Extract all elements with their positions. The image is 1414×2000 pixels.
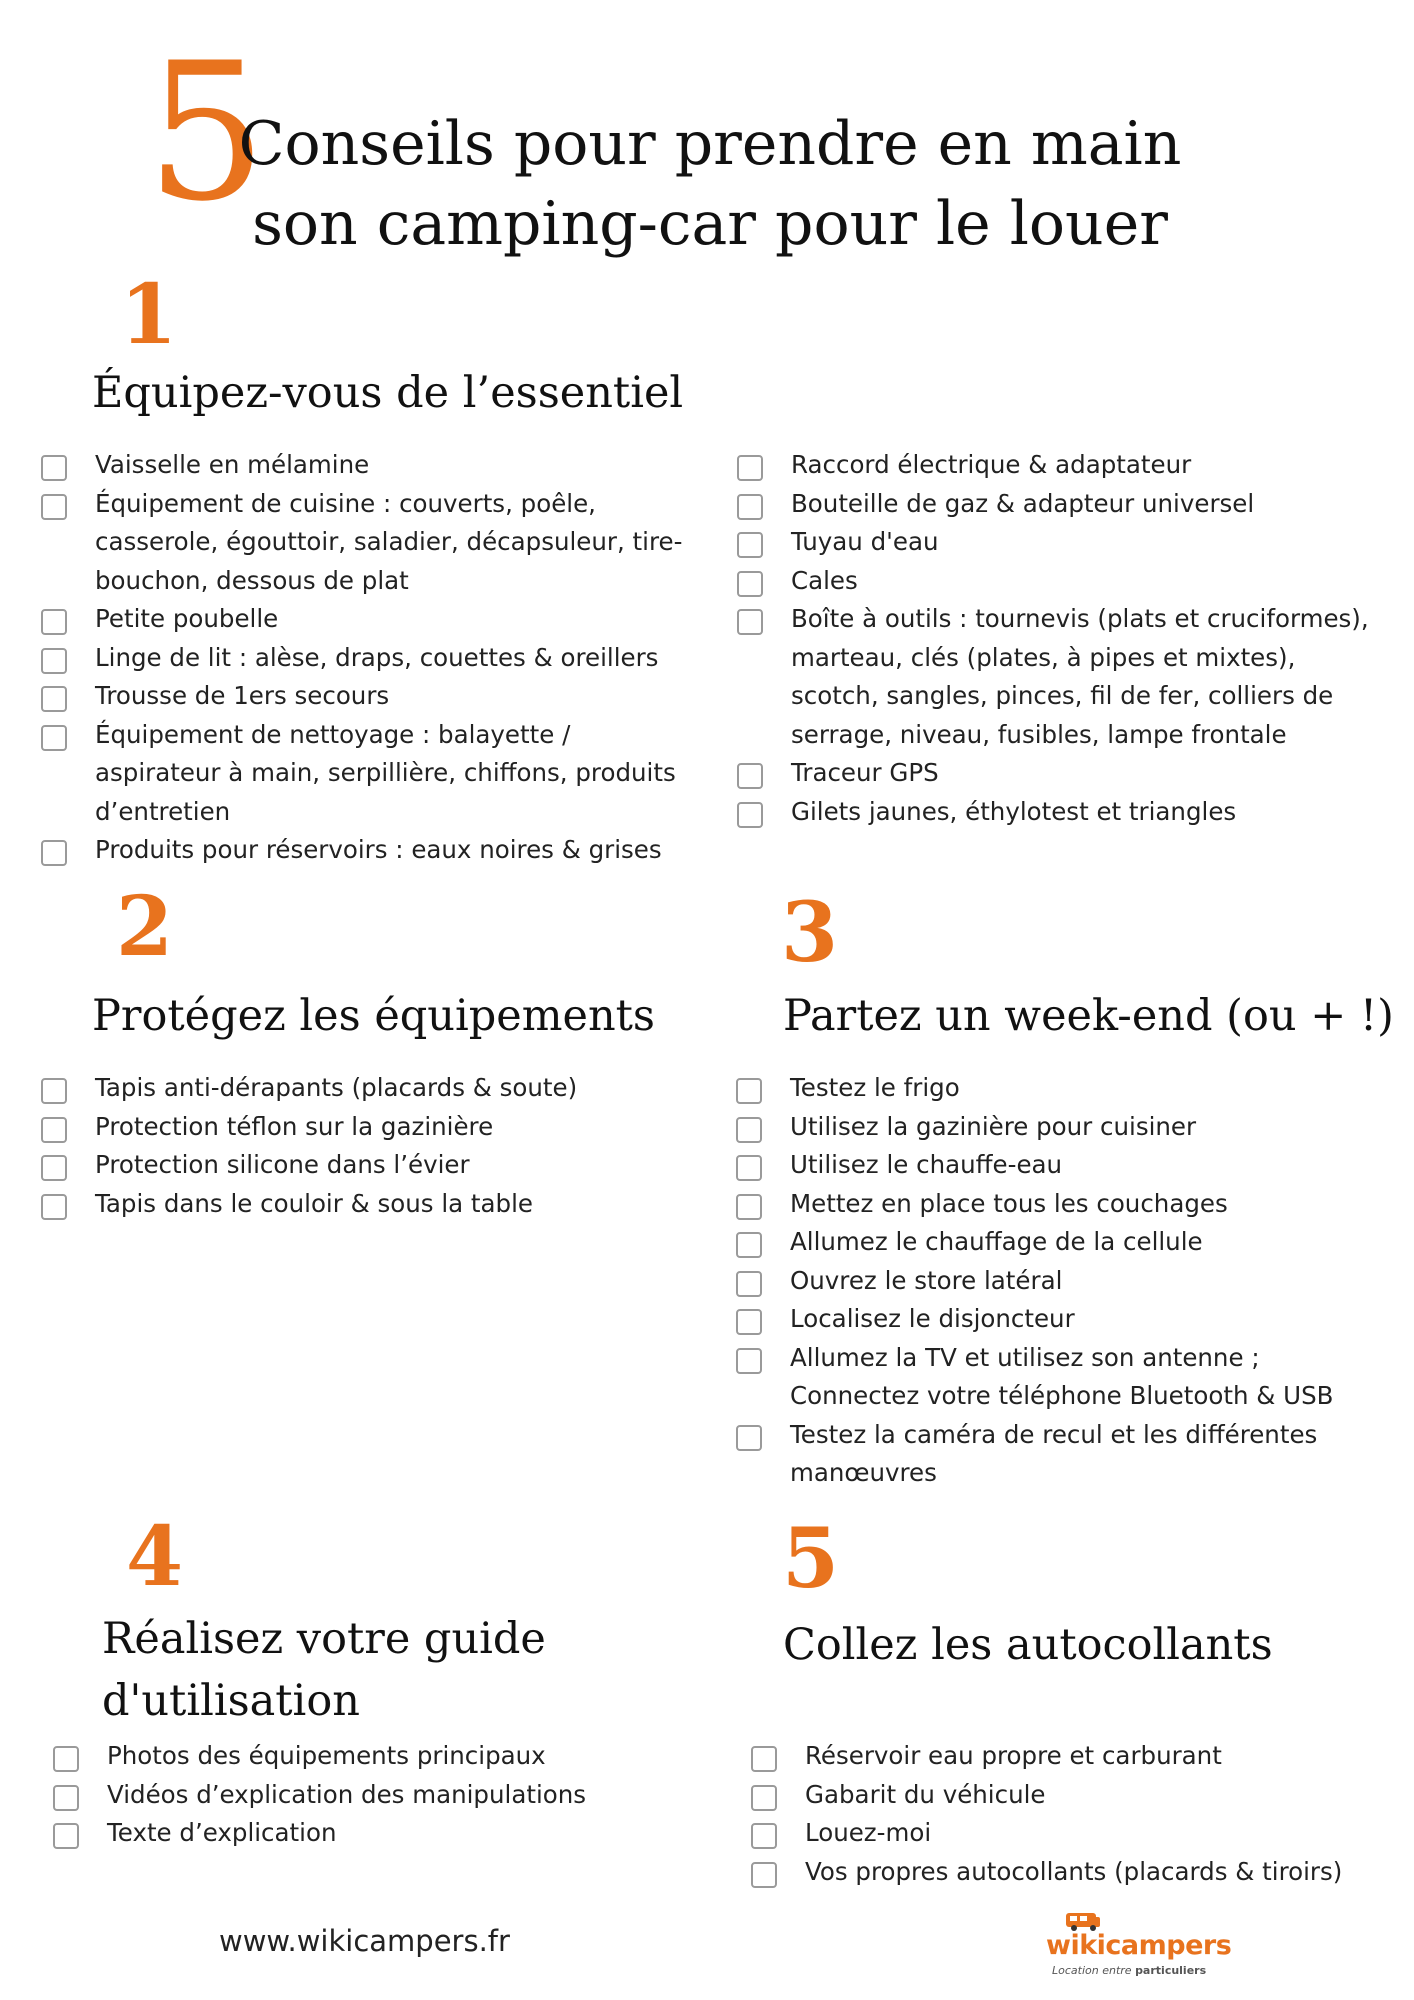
section-5-number: 5 (782, 1511, 840, 1607)
checklist-item-label: Raccord électrique & adaptateur (791, 450, 1192, 479)
checklist-item-label: Texte d’explication (107, 1818, 337, 1847)
checklist-item-label: Tapis anti-dérapants (placards & soute) (95, 1073, 578, 1102)
checklist-item-label: Photos des équipements principaux (107, 1741, 546, 1770)
checklist-item-label: Testez la caméra de recul et les différentes manœuvres (790, 1419, 1318, 1487)
checklist-item-label: Boîte à outils : tournevis (plats et cruciformes), marteau, clés (plates, à pipes et mixtes), scotch, sangles, pinces, fil de fer, colliers de serrage, niveau, fusibles, lampe frontale (791, 604, 1369, 749)
wikicampers-logo (1046, 1910, 1232, 1980)
checklist-item (737, 600, 1377, 754)
checklist-item (737, 793, 1377, 832)
checklist-item (736, 1108, 1386, 1147)
checklist-item-label: Produits pour réservoirs : eaux noires & grises (95, 835, 662, 864)
section-3-list (736, 1069, 1386, 1493)
logo-wordmark-wiki: wiki (1046, 1930, 1106, 1961)
checkbox[interactable] (41, 648, 67, 674)
checkbox[interactable] (41, 725, 67, 751)
checklist-item (737, 523, 1377, 562)
section-1-number: 1 (120, 267, 178, 363)
checklist-item (41, 1069, 701, 1108)
section-1-title: Équipez-vous de l’essentiel (92, 368, 684, 418)
checklist-item (53, 1737, 693, 1776)
checklist-item-label: Bouteille de gaz & adapteur universel (791, 488, 1255, 518)
checklist-item-label: Vidéos d’explication des manipulations (107, 1779, 587, 1809)
checklist-item (736, 1339, 1386, 1416)
checklist-item (53, 1814, 693, 1853)
checkbox[interactable] (41, 1078, 67, 1104)
section-2-number: 2 (116, 879, 174, 975)
checklist-item-label: Vaisselle en mélamine (95, 450, 370, 479)
logo-wordmark (1046, 1930, 1231, 1961)
checklist-item (41, 446, 701, 485)
section-1-left-list (41, 446, 701, 870)
checklist-item-label: Protection téflon sur la gazinière (95, 1111, 494, 1141)
checkbox[interactable] (737, 532, 763, 558)
section-2-list (41, 1069, 701, 1223)
checklist-item (736, 1185, 1386, 1224)
section-4-list (53, 1737, 693, 1853)
checkbox[interactable] (41, 609, 67, 635)
logo-wordmark-campers: campers (1105, 1930, 1232, 1961)
section-1-right-list (737, 446, 1377, 831)
checkbox[interactable] (737, 609, 763, 635)
checkbox[interactable] (751, 1785, 777, 1811)
checkbox[interactable] (737, 455, 763, 481)
checklist-item (53, 1776, 693, 1815)
checkbox[interactable] (737, 802, 763, 828)
checkbox[interactable] (41, 686, 67, 712)
checklist-item (751, 1853, 1391, 1892)
checklist-item-label: Gabarit du véhicule (805, 1779, 1046, 1809)
section-2-title: Protégez les équipements (92, 991, 655, 1041)
checkbox[interactable] (737, 494, 763, 520)
checklist-item-label: Traceur GPS (791, 758, 939, 787)
checklist-item (737, 754, 1377, 793)
checklist-item (736, 1069, 1386, 1108)
checkbox[interactable] (751, 1746, 777, 1772)
section-4-title: Réalisez votre guide d'utilisation (102, 1614, 546, 1726)
logo-tagline (1052, 1964, 1206, 1977)
checklist-item-label: Trousse de 1ers secours (95, 681, 390, 710)
page-title-line-2: son camping-car pour le louer (252, 189, 1168, 259)
checklist-item-label: Allumez la TV et utilisez son antenne ; Connectez votre téléphone Bluetooth & USB (790, 1342, 1334, 1410)
checkbox[interactable] (736, 1194, 762, 1220)
checkbox[interactable] (736, 1232, 762, 1258)
checklist-item-label: Équipement de cuisine : couverts, poêle, casserole, égouttoir, saladier, décapsuleur, tire-bouchon, dessous de plat (95, 488, 683, 595)
checkbox[interactable] (41, 1194, 67, 1220)
checkbox[interactable] (41, 494, 67, 520)
page-title (230, 104, 1190, 264)
checkbox[interactable] (53, 1823, 79, 1849)
checkbox[interactable] (737, 763, 763, 789)
checklist-item-label: Vos propres autocollants (placards & tiroirs) (805, 1856, 1343, 1886)
checklist-item-label: Tapis dans le couloir & sous la table (95, 1188, 533, 1218)
checkbox[interactable] (737, 571, 763, 597)
checklist-item (736, 1300, 1386, 1339)
checklist-item-label: Linge de lit : alèse, draps, couettes & oreillers (95, 642, 659, 672)
checklist-item (736, 1223, 1386, 1262)
checklist-item-label: Localisez le disjoncteur (790, 1304, 1075, 1333)
camper-van-icon (1064, 1910, 1104, 1932)
checklist-item (41, 485, 701, 601)
checklist-item (751, 1737, 1391, 1776)
logo-tagline-text: Location entre (1052, 1964, 1132, 1977)
page-title-line-1: Conseils pour prendre en main (238, 109, 1182, 179)
checkbox[interactable] (41, 1117, 67, 1143)
checkbox[interactable] (751, 1862, 777, 1888)
checkbox[interactable] (736, 1348, 762, 1374)
checklist-item-label: Petite poubelle (95, 604, 279, 633)
checkbox[interactable] (736, 1271, 762, 1297)
checkbox[interactable] (751, 1823, 777, 1849)
footer-website-link[interactable]: www.wikicampers.fr (219, 1924, 510, 1958)
checklist-item (41, 677, 701, 716)
checklist-item-label: Mettez en place tous les couchages (790, 1188, 1228, 1218)
checkbox[interactable] (41, 1155, 67, 1181)
checklist-item (41, 831, 701, 870)
checklist-item-label: Louez-moi (805, 1818, 932, 1847)
checkbox[interactable] (736, 1117, 762, 1143)
checklist-item (41, 716, 701, 832)
checklist-item (737, 562, 1377, 601)
logo-tagline-bold: particuliers (1135, 1964, 1207, 1977)
checklist-item (41, 600, 701, 639)
section-5-title: Collez les autocollants (783, 1620, 1273, 1670)
header-big-number: 5 (146, 22, 267, 243)
checklist-item-label: Équipement de nettoyage : balayette / aspirateur à main, serpillière, chiffons, produits d’entretien (95, 719, 676, 826)
checklist-item-label: Cales (791, 565, 858, 595)
checklist-item (751, 1776, 1391, 1815)
checklist-item (751, 1814, 1391, 1853)
checkbox[interactable] (53, 1746, 79, 1772)
checkbox[interactable] (53, 1785, 79, 1811)
checklist-item-label: Utilisez le chauffe-eau (790, 1150, 1063, 1179)
checkbox[interactable] (736, 1155, 762, 1181)
checklist-item (736, 1262, 1386, 1301)
section-3-number: 3 (781, 885, 839, 981)
checkbox[interactable] (736, 1078, 762, 1104)
checklist-item (41, 1108, 701, 1147)
checklist-item (737, 446, 1377, 485)
checklist-item (736, 1416, 1386, 1493)
checkbox[interactable] (736, 1425, 762, 1451)
checklist-item-label: Réservoir eau propre et carburant (805, 1741, 1222, 1770)
checklist-item-label: Ouvrez le store latéral (790, 1265, 1063, 1295)
checklist-item-label: Allumez le chauffage de la cellule (790, 1227, 1203, 1256)
checklist-item (737, 485, 1377, 524)
checklist-item-label: Protection silicone dans l’évier (95, 1150, 470, 1179)
checklist-item-label: Tuyau d'eau (791, 527, 939, 556)
checklist-item (736, 1146, 1386, 1185)
checklist-item (41, 1185, 701, 1224)
checkbox[interactable] (41, 455, 67, 481)
section-5-list (751, 1737, 1391, 1891)
section-4-number: 4 (126, 1509, 184, 1605)
checklist-item-label: Gilets jaunes, éthylotest et triangles (791, 796, 1237, 826)
checklist-item-label: Utilisez la gazinière pour cuisiner (790, 1111, 1197, 1141)
checkbox[interactable] (736, 1309, 762, 1335)
checklist-item (41, 1146, 701, 1185)
section-3-title: Partez un week-end (ou + !) (783, 991, 1394, 1041)
checklist-item (41, 639, 701, 678)
checkbox[interactable] (41, 840, 67, 866)
checklist-item-label: Testez le frigo (790, 1073, 960, 1102)
